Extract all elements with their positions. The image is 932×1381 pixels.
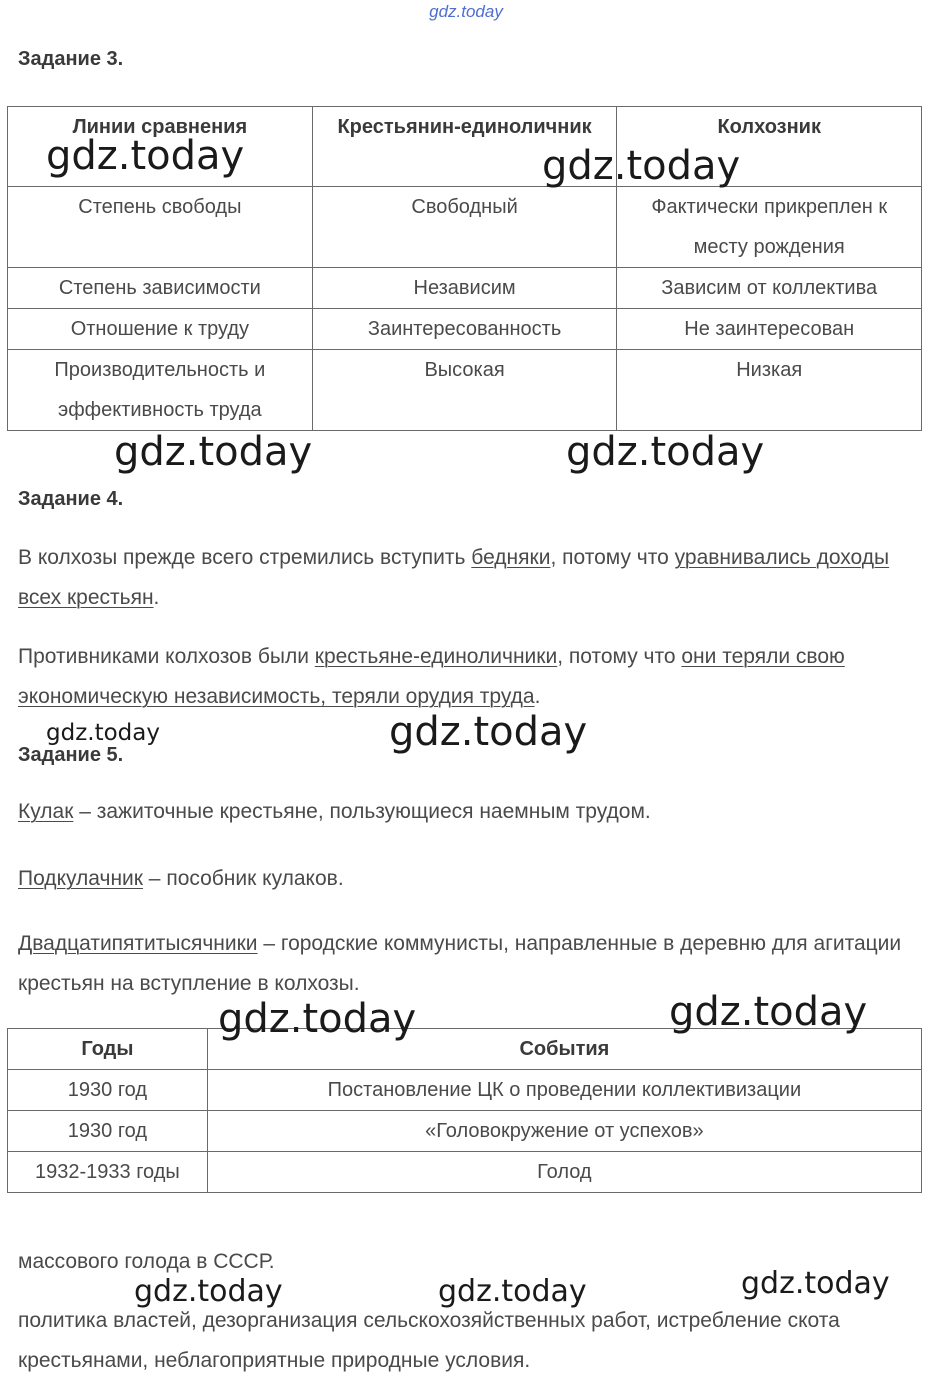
table-cell: Степень свободы [8, 187, 313, 268]
table-row [8, 309, 922, 350]
task4-heading: Задание 4. [18, 488, 124, 510]
text: Противниками колхозов были [18, 645, 315, 668]
site-watermark: gdz.today [429, 2, 503, 21]
table-cell: Свободный [312, 187, 617, 268]
watermark: gdz.today [741, 1266, 890, 1301]
table-row [8, 1152, 922, 1193]
table-row [8, 1111, 922, 1152]
table-cell: Производительность и эффективность труда [8, 350, 313, 431]
table-cell: Отношение к труду [8, 309, 313, 350]
watermark: gdz.today [566, 429, 765, 475]
task4-paragraph-1 [18, 538, 918, 618]
task5-heading: Задание 5. [18, 744, 124, 766]
table-cell: 1930 год [8, 1070, 208, 1111]
task4-paragraph-2 [18, 637, 918, 717]
watermark: gdz.today [542, 143, 741, 189]
text: , потому что [550, 546, 675, 569]
table-cell: Степень зависимости [8, 268, 313, 309]
header-collective-farmer: Колхозник [617, 107, 922, 187]
events-table [7, 1028, 922, 1193]
term: Кулак [18, 800, 74, 823]
table-cell: Постановление ЦК о проведении коллективизации [207, 1070, 921, 1111]
table-cell: Не заинтересован [617, 309, 922, 350]
watermark: gdz.today [389, 709, 588, 755]
watermark: gdz.today [218, 996, 417, 1042]
header-comparison-lines: Линии сравнения [8, 107, 313, 187]
header-years: Годы [8, 1029, 208, 1070]
definition-text: – городские коммунисты, направленные в деревню для агитации крестьян на вступление в колхозы. [18, 932, 902, 995]
term: Двадцатипятитысячники [18, 932, 258, 955]
header-events: События [207, 1029, 921, 1070]
table-cell: «Головокружение от успехов» [207, 1111, 921, 1152]
underlined-answer: уравнивались доходы всех крестьян [18, 546, 890, 609]
table-row [8, 268, 922, 309]
table-cell: Зависим от коллектива [617, 268, 922, 309]
footer-line-2: политика властей, дезорганизация сельскохозяйственных работ, истребление скота крестьянами, неблагоприятные природные условия. [18, 1309, 840, 1372]
table-cell: 1932-1933 годы [8, 1152, 208, 1193]
text: . [153, 586, 160, 609]
table-cell: Высокая [312, 350, 617, 431]
table-row [8, 187, 922, 268]
watermark: gdz.today [46, 720, 160, 746]
watermark: gdz.today [438, 1274, 587, 1309]
table-cell: 1930 год [8, 1111, 208, 1152]
text: В колхозы прежде всего стремились вступить [18, 546, 472, 569]
watermark: gdz.today [134, 1274, 283, 1309]
text: . [534, 685, 541, 708]
table-cell: Голод [207, 1152, 921, 1193]
definition-text: – пособник кулаков. [142, 867, 344, 890]
watermark: gdz.today [669, 989, 868, 1035]
table-row [8, 1070, 922, 1111]
table-row [8, 350, 922, 431]
text: , потому что [557, 645, 682, 668]
definition-text: – зажиточные крестьяне, пользующиеся наемным трудом. [73, 800, 651, 823]
footer-line-1: массового голода в СССР. [18, 1250, 275, 1273]
watermark: gdz.today [114, 429, 313, 475]
table-cell: Низкая [617, 350, 922, 431]
table-cell: Заинтересованность [312, 309, 617, 350]
term: Подкулачник [18, 867, 143, 890]
header-peasant: Крестьянин-единоличник [312, 107, 617, 187]
table-cell: Независим [312, 268, 617, 309]
table-cell: Фактически прикреплен к месту рождения [617, 187, 922, 268]
watermark: gdz.today [46, 133, 245, 179]
underlined-answer: крестьяне-единоличники [314, 645, 558, 668]
underlined-answer: они теряли свою экономическую независимость, теряли орудия труда [18, 645, 845, 708]
definition-kulak [18, 792, 918, 832]
underlined-answer: бедняки [471, 546, 551, 569]
task3-heading: Задание 3. [18, 48, 124, 70]
definition-podkulachnik [18, 859, 918, 899]
